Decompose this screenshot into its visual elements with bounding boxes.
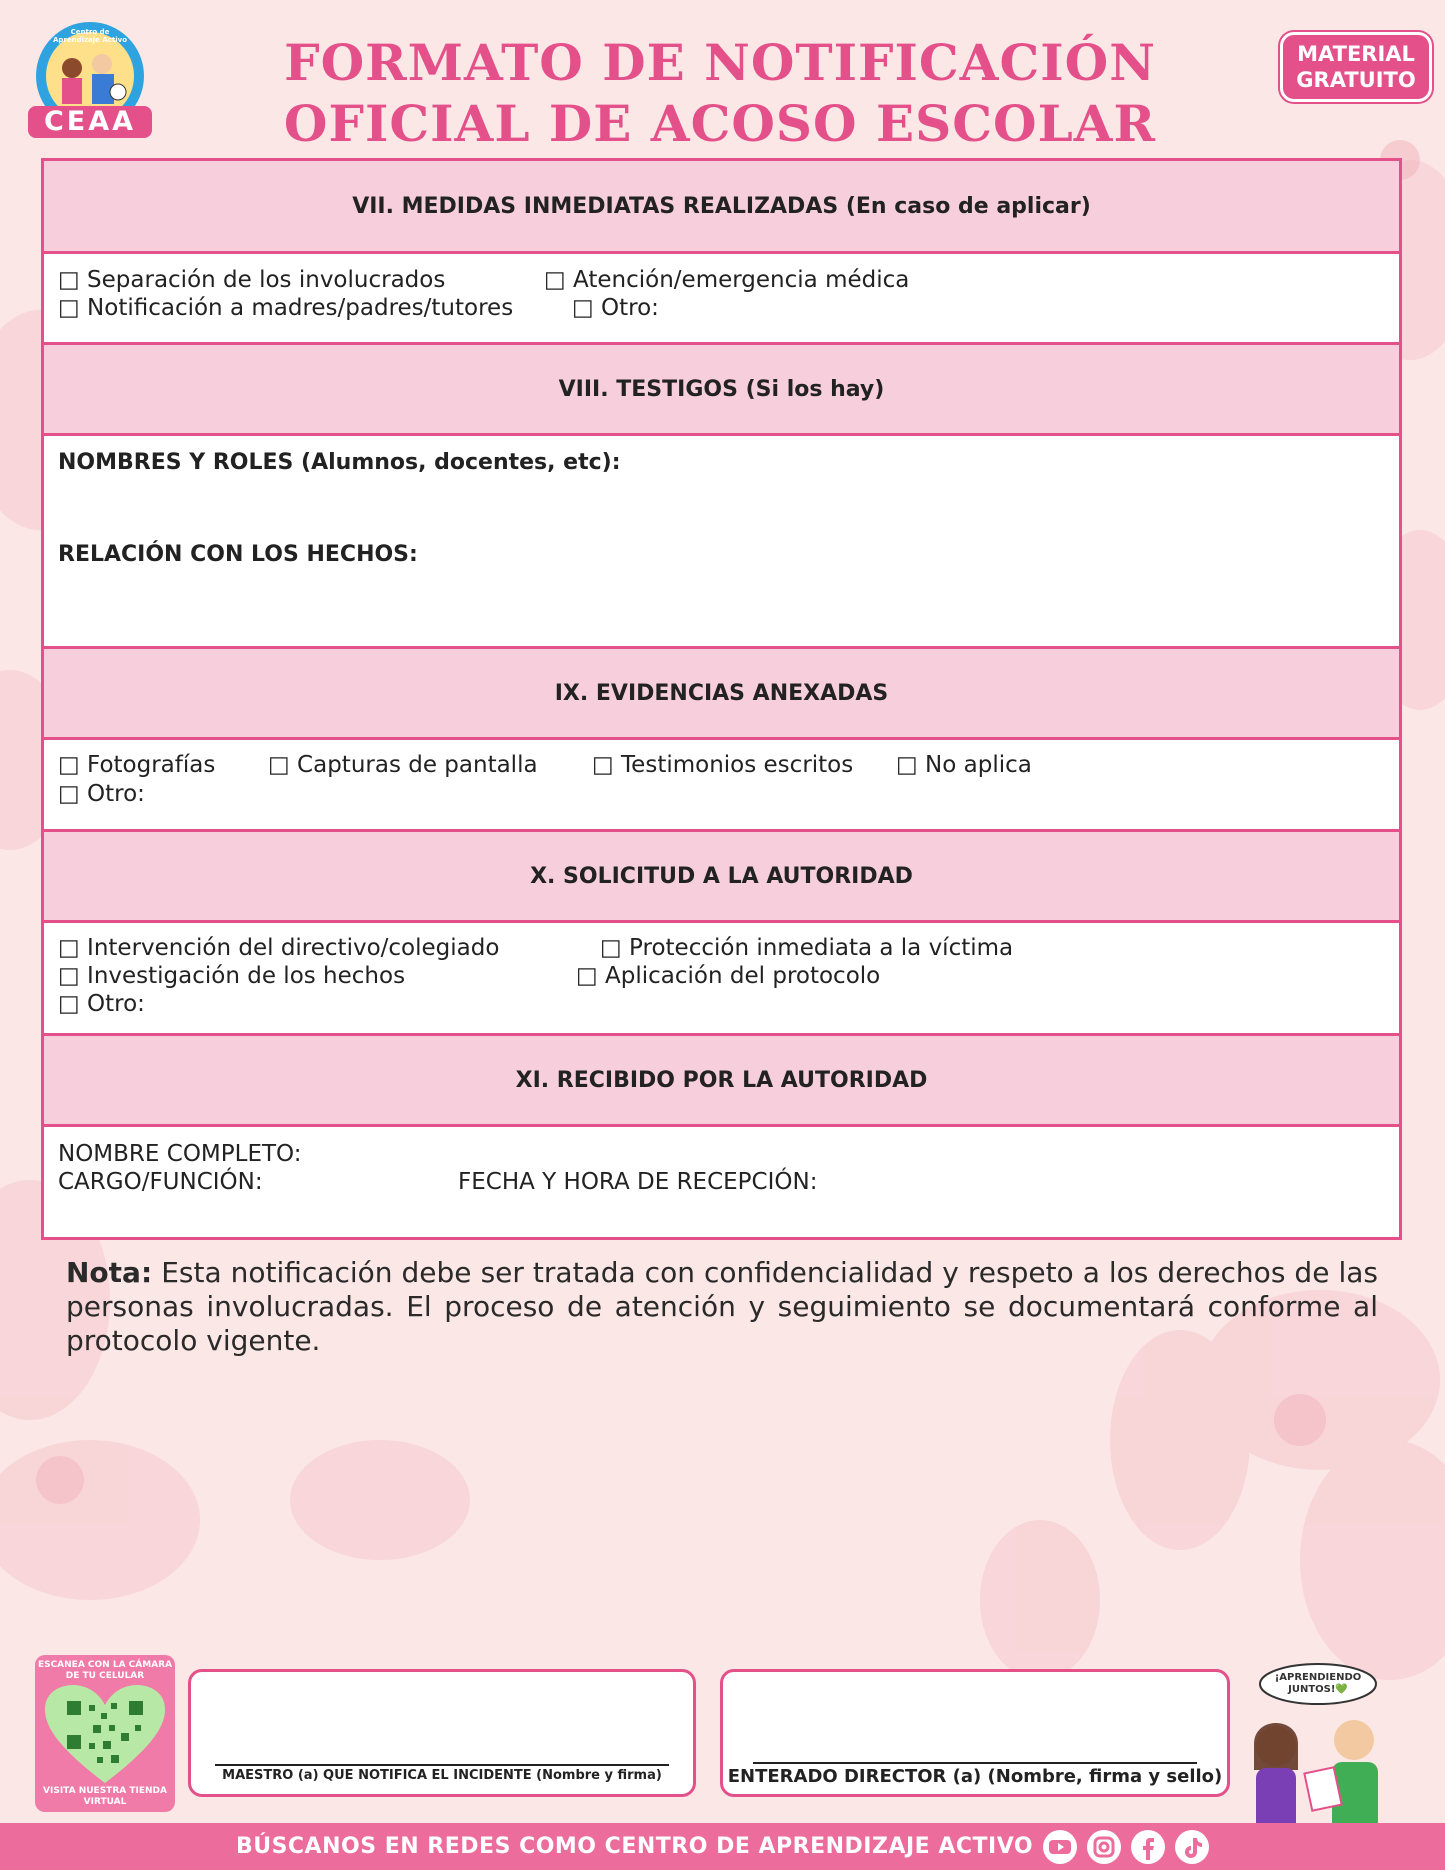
checkbox-capturas[interactable]: □ Capturas de pantalla [268,752,538,778]
logo-text: CEAA [43,106,137,137]
signature-line-maestro [215,1764,669,1766]
cargo-funcion-label: CARGO/FUNCIÓN: [58,1169,263,1195]
section-title-evidencias: IX. EVIDENCIAS ANEXADAS [554,680,889,706]
checkbox-aplicacion-protocolo[interactable]: □ Aplicación del protocolo [576,963,881,989]
checkbox-otro-medidas[interactable]: □ Otro: [572,295,659,321]
section-title-solicitud: X. SOLICITUD A LA AUTORIDAD [530,863,913,889]
checkbox-no-aplica[interactable]: □ No aplica [896,752,1032,778]
section-title-testigos: VIII. TESTIGOS (Si los hay) [558,376,885,402]
signature-label-maestro: MAESTRO (a) QUE NOTIFICA EL INCIDENTE (Nombre y firma) [222,1768,662,1783]
confidentiality-note [66,1256,1378,1358]
ceaa-logo [22,18,158,142]
checkbox-otro-solicitud[interactable]: □ Otro: [58,991,145,1017]
instagram-icon[interactable] [1087,1830,1121,1864]
checkbox-otro-evidencias[interactable]: □ Otro: [58,781,145,807]
note-label: Nota: [66,1256,153,1289]
checkbox-atencion-medica[interactable]: □ Atención/emergencia médica [544,267,910,293]
signature-box-maestro[interactable] [188,1669,696,1797]
youtube-icon[interactable] [1043,1830,1077,1864]
section-body-medidas [44,254,1399,345]
section-title-medidas: VII. MEDIDAS INMEDIATAS REALIZADAS (En caso de aplicar) [352,193,1091,219]
badge-line1: MATERIAL [1297,42,1415,66]
signature-label-director: ENTERADO DIRECTOR (a) (Nombre, firma y sello) [727,1766,1223,1787]
footer-bar [0,1823,1445,1870]
nombres-roles-label: NOMBRES Y ROLES (Alumnos, docentes, etc): [58,450,621,475]
signature-box-director[interactable] [720,1669,1230,1797]
page-title-line2: OFICIAL DE ACOSO ESCOLAR [283,94,1157,153]
fecha-hora-label: FECHA Y HORA DE RECEPCIÓN: [458,1169,818,1195]
section-body-solicitud [44,923,1399,1036]
signature-line-director [753,1762,1197,1764]
section-body-recibido [44,1127,1399,1237]
section-header-medidas [44,161,1399,254]
material-gratuito-badge [1280,32,1432,102]
qr-caption-top: ESCANEA CON LA CÁMARA DE TU CELULAR [37,1660,173,1681]
mascot-bubble-text: ¡APRENDIENDO JUNTOS!💚 [1274,1672,1362,1695]
badge-line2: GRATUITO [1296,68,1416,92]
qr-card[interactable] [35,1655,175,1812]
checkbox-fotografias[interactable]: □ Fotografías [58,752,216,778]
checkbox-intervencion[interactable]: □ Intervención del directivo/colegiado [58,935,500,961]
section-title-recibido: XI. RECIBIDO POR LA AUTORIDAD [515,1067,928,1093]
section-body-evidencias [44,740,1399,832]
section-body-testigos [44,436,1399,649]
page-title-line1: FORMATO DE NOTIFICACIÓN [284,33,1156,92]
note-text: Esta notificación debe ser tratada con confidencialidad y respeto a los derechos de las personas involucradas. El proceso de atención y seguimiento se documentará conforme al protocolo vigente. [66,1256,1378,1357]
mascot-illustration [1238,1660,1398,1840]
relacion-hechos-label: RELACIÓN CON LOS HECHOS: [58,542,418,567]
section-header-solicitud [44,832,1399,923]
section-header-evidencias [44,649,1399,740]
section-header-recibido [44,1036,1399,1127]
section-header-testigos [44,345,1399,436]
facebook-icon[interactable] [1131,1830,1165,1864]
checkbox-proteccion[interactable]: □ Protección inmediata a la víctima [600,935,1014,961]
checkbox-notificacion-tutores[interactable]: □ Notificación a madres/padres/tutores [58,295,514,321]
notification-form [41,158,1402,1240]
nombre-completo-label: NOMBRE COMPLETO: [58,1141,302,1167]
logo-arc-text: Centro de Aprendizaje Activo [52,28,128,44]
checkbox-testimonios[interactable]: □ Testimonios escritos [592,752,854,778]
checkbox-investigacion[interactable]: □ Investigación de los hechos [58,963,406,989]
qr-heart-icon [45,1685,165,1785]
checkbox-separacion[interactable]: □ Separación de los involucrados [58,267,446,293]
qr-caption-bottom: VISITA NUESTRA TIENDA VIRTUAL [43,1786,167,1807]
tiktok-icon[interactable] [1175,1830,1209,1864]
footer-text: BÚSCANOS EN REDES COMO CENTRO DE APRENDIZAJE ACTIVO [235,1834,1034,1859]
